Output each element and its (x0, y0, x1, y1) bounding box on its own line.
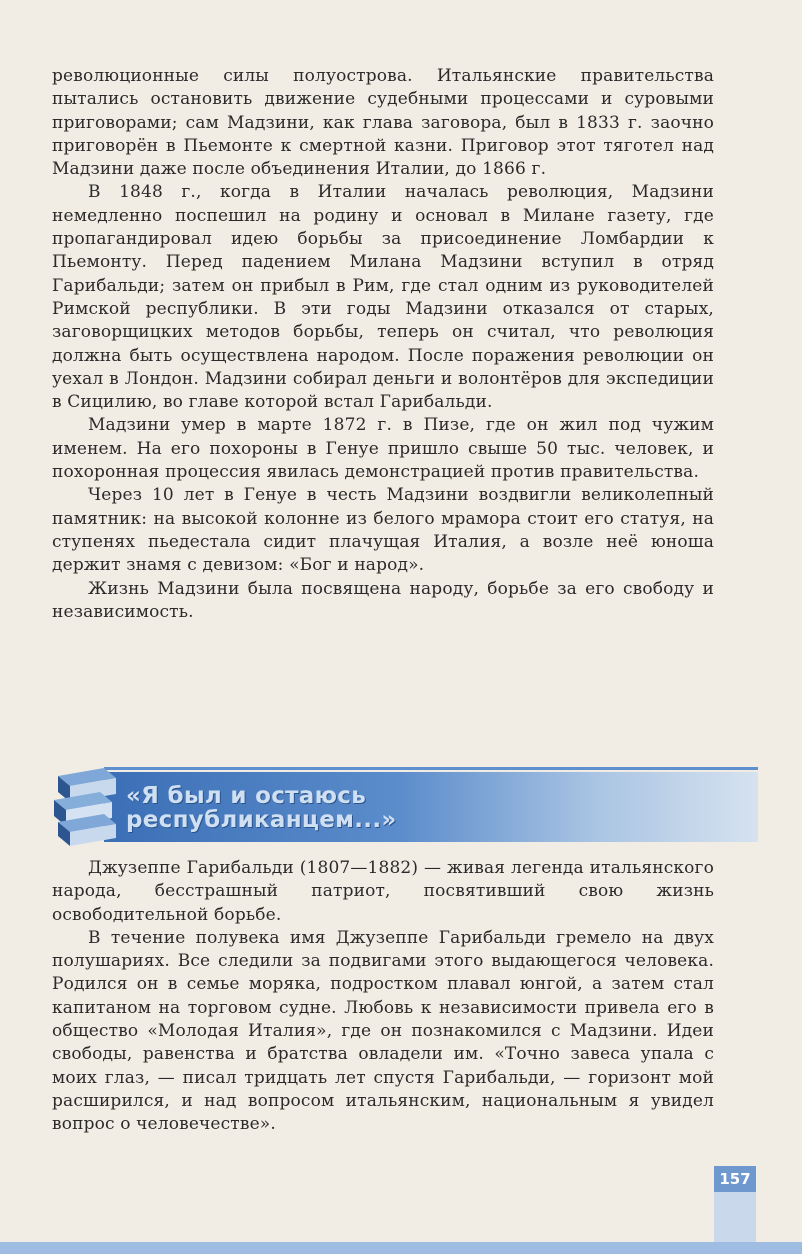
book-stack-icon (48, 762, 120, 848)
paragraph: Через 10 лет в Генуе в честь Мадзини воздвигли великолепный памятник: на высокой колонне из белого мрамора стоит его статуя, на ступенях пьедестала сидит плачущая Италия, а возле неё юноша держит знамя с девизом: «Бог и народ». (52, 485, 714, 576)
paragraph: В 1848 г., когда в Италии началась революция, Мадзини немедленно поспешил на родину и основал в Милане газету, где пропагандировал идею борьбы за присоединение Ломбардии к Пьемонту. Перед падением Милана Мадзини вступил в отряд Гарибальди; затем он прибыл в Рим, где стал одним из руководителей Римской республики. В эти годы Мадзини отказался от старых, заговорщицких методов борьбы, теперь он считал, что революция должна быть осуществлена народом. После поражения революции он уехал в Лондон. Мадзини собирал деньги и волонтёров для экспедиции в Сицилию, во главе которой встал Гарибальди. (52, 182, 714, 413)
bottom-text-block (52, 857, 714, 1137)
paragraph: революционные силы полуострова. Итальянские правительства пытались остановить движение судебными процессами и суровыми приговорами; сам Мадзини, как глава заговора, был в 1833 г. заочно приговорён в Пьемонте к смертной казни. Приговор этот тяготел над Мадзини даже после объединения Италии, до 1866 г. (52, 66, 714, 180)
top-text-block (52, 65, 714, 624)
paragraph: Мадзини умер в марте 1872 г. в Пизе, где он жил под чужим именем. На его похороны в Генуе пришло свыше 50 тыс. человек, и похоронная процессия явилась демонстрацией против правительства. (52, 415, 714, 483)
page-bottom-strip (0, 1242, 802, 1254)
section-title (126, 784, 397, 832)
paragraph: Джузеппе Гарибальди (1807—1882) — живая легенда итальянского народа, бесстрашный патриот, посвятивший свою жизнь освободительной борьбе. (52, 858, 714, 925)
section-title-line: «Я был и остаюсь (126, 783, 367, 809)
page-number: 157 (714, 1166, 756, 1192)
section-title-line: республиканцем...» (126, 807, 397, 833)
section-heading-banner (48, 762, 718, 850)
paragraph: В течение полувека имя Джузеппе Гарибальди гремело на двух полушариях. Все следили за подвигами этого выдающегося человека. Родился он в семье моряка, подростком плавал юнгой, а затем стал капитаном на торговом судне. Любовь к независимости привела его в общество «Молодая Италия», где он познакомился с Мадзини. Идеи свободы, равенства и братства овладели им. «Точно завеса упала с моих глаз, — писал тридцать лет спустя Гарибальди, — горизонт мой расширился, и над вопросом итальянским, национальным я увидел вопрос о человечестве». (52, 927, 714, 1135)
paragraph: Жизнь Мадзини была посвящена народу, борьбе за его свободу и независимость. (52, 578, 714, 622)
